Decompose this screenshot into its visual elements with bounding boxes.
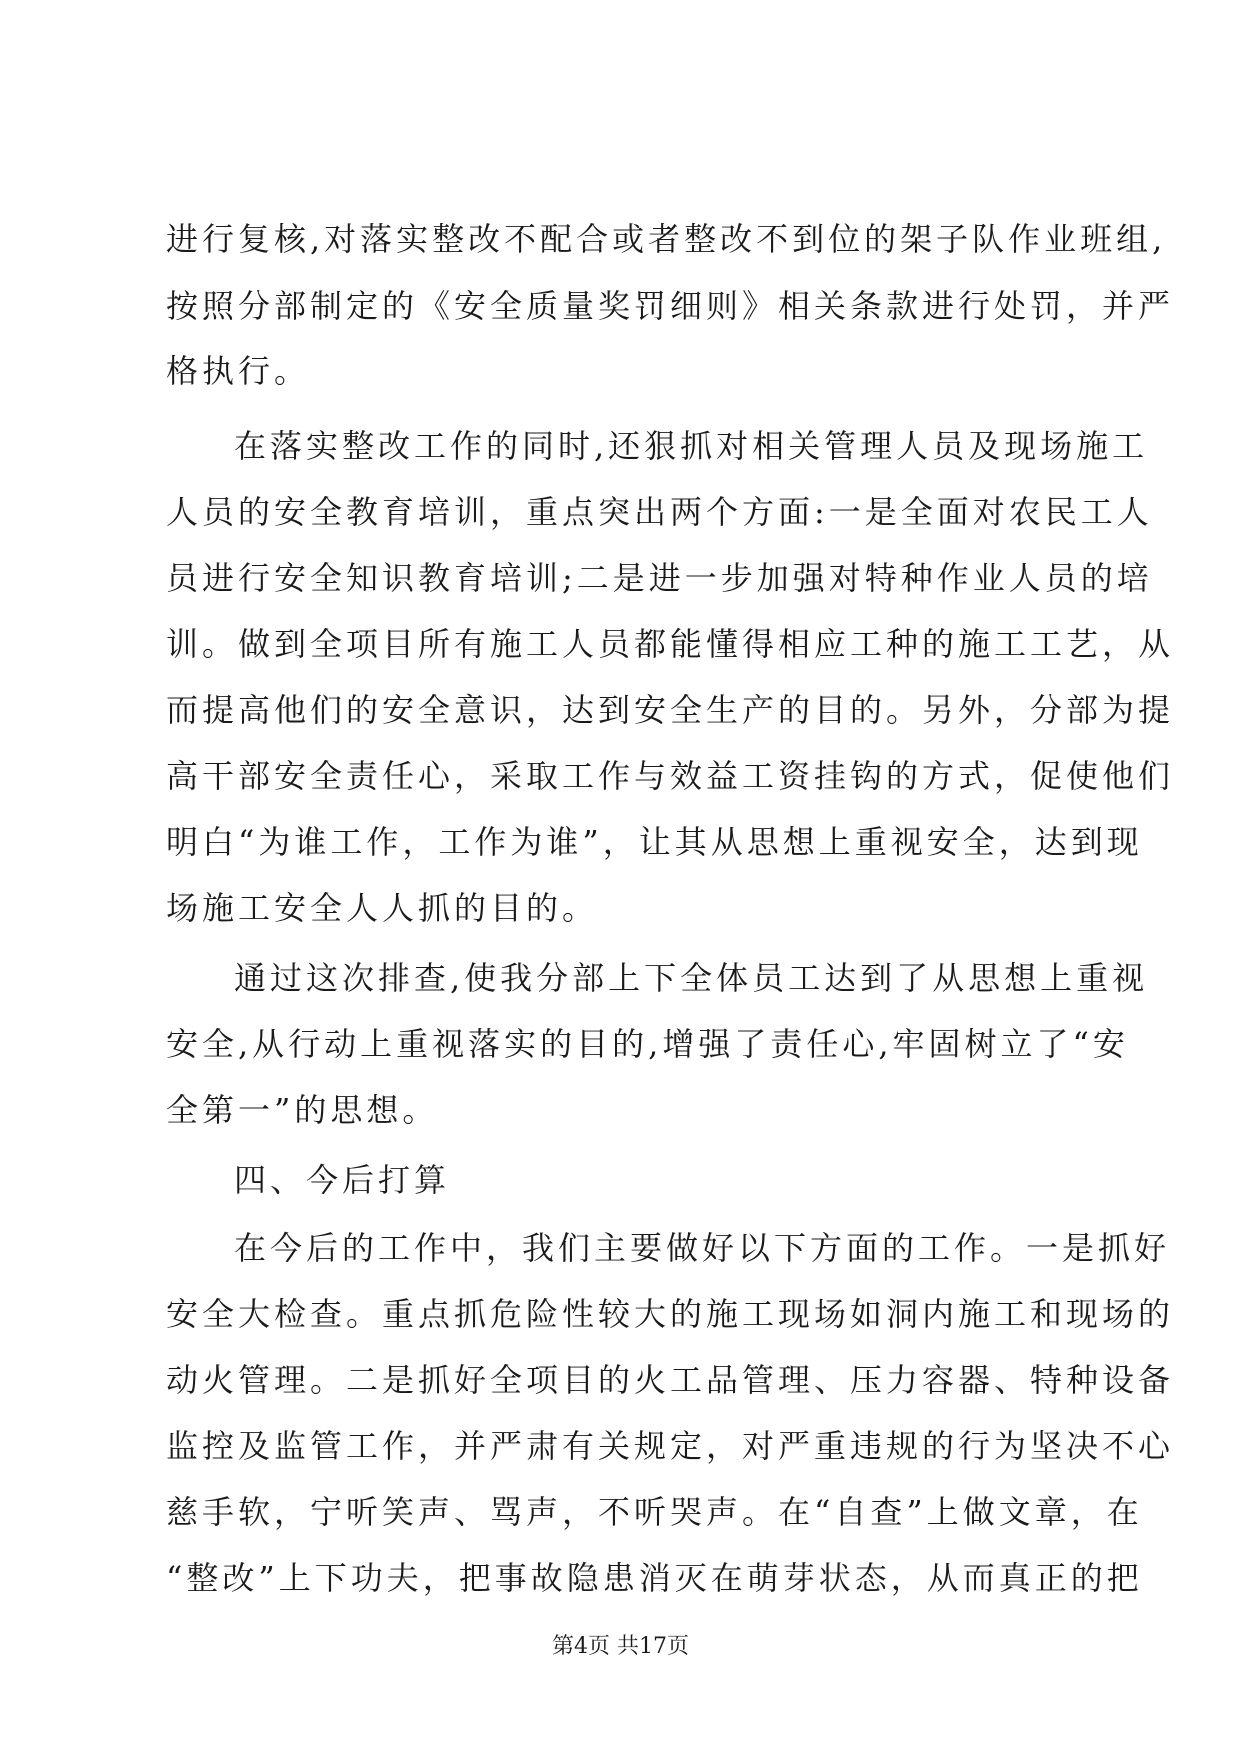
text-line: “整改”上下功夫，把事故隐患消灭在萌芽状态，从而真正的把 [166, 1559, 1143, 1597]
paragraph-first-line: 通过这次排查,使我分部上下全体员工达到了从思想上重视 [234, 959, 1149, 997]
text-line: 场施工安全人人抓的目的。 [166, 889, 599, 927]
text-line: 明白“为谁工作，工作为谁”，让其从思想上重视安全，达到现 [166, 823, 1143, 861]
text-line: 高干部安全责任心，采取工作与效益工资挂钩的方式，促使他们 [166, 757, 1175, 795]
text-line: 进行复核,对落实整改不配合或者整改不到位的架子队作业班组, [166, 220, 1167, 258]
text-line: 人员的安全教育培训，重点突出两个方面:一是全面对农民工人 [166, 493, 1153, 531]
page-number-footer: 第4页 共17页 [552, 1634, 689, 1659]
paragraph-first-line: 在落实整改工作的同时,还狠抓对相关管理人员及现场施工 [234, 427, 1149, 465]
text-line: 慈手软，宁听笑声、骂声，不听哭声。在“自查”上做文章，在 [166, 1493, 1143, 1531]
text-line: 监控及监管工作，并严肃有关规定，对严重违规的行为坚决不心 [166, 1427, 1175, 1465]
text-line: 员进行安全知识教育培训;二是进一步加强对特种作业人员的培 [166, 559, 1153, 597]
paragraph-first-line: 在今后的工作中，我们主要做好以下方面的工作。一是抓好 [234, 1229, 1171, 1267]
text-line: 全第一”的思想。 [166, 1091, 439, 1129]
text-line: 而提高他们的安全意识，达到安全生产的目的。另外，分部为提 [166, 691, 1175, 729]
text-line: 按照分部制定的《安全质量奖罚细则》相关条款进行处罚，并严 [166, 287, 1175, 325]
section-heading: 四、今后打算 [234, 1161, 451, 1199]
text-line: 格执行。 [166, 352, 311, 390]
text-line: 动火管理。二是抓好全项目的火工品管理、压力容器、特种设备 [166, 1361, 1175, 1399]
text-line: 训。做到全项目所有施工人员都能懂得相应工种的施工工艺，从 [166, 625, 1175, 663]
text-line: 安全,从行动上重视落实的目的,增强了责任心,牢固树立了“安 [166, 1025, 1129, 1063]
text-line: 安全大检查。重点抓危险性较大的施工现场如洞内施工和现场的 [166, 1295, 1175, 1333]
